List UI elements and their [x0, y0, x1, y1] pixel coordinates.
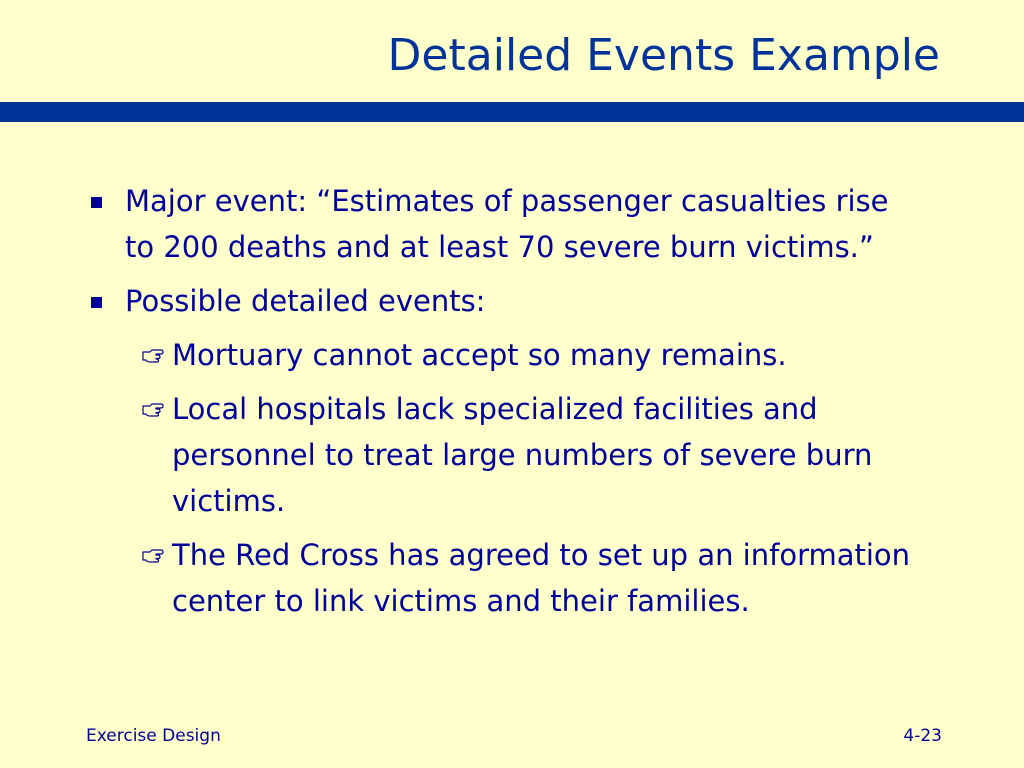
square-bullet-icon: [91, 297, 102, 308]
bullet-text: Major event: “Estimates of passenger casualties rise to 200 deaths and at least 70 severe burn victims.”: [125, 184, 889, 264]
sub-bullet-item: [0, 532, 912, 624]
title-rule: [0, 102, 1024, 122]
footer-slide-number: 4-23: [903, 726, 942, 746]
bullet-item: [0, 278, 890, 324]
slide-content: [0, 178, 1024, 718]
sub-bullet-item: [0, 332, 912, 378]
bullet-list: [0, 178, 1024, 624]
footer-course-title: Exercise Design: [86, 726, 221, 746]
sub-bullet-text: The Red Cross has agreed to set up an information center to link victims and their families.: [172, 538, 911, 618]
sub-bullet-item: [0, 386, 912, 524]
pointing-hand-icon: [142, 400, 164, 418]
pointing-hand-icon: [142, 546, 164, 564]
sub-bullet-text: Mortuary cannot accept so many remains.: [172, 338, 787, 372]
sub-bullet-text: Local hospitals lack specialized facilities and personnel to treat large numbers of severe burn victims.: [172, 392, 873, 518]
pointing-hand-icon: [142, 346, 164, 364]
bullet-item: [0, 178, 890, 270]
square-bullet-icon: [91, 197, 102, 208]
bullet-text: Possible detailed events:: [125, 284, 486, 318]
slide-title: Detailed Events Example: [387, 30, 940, 81]
